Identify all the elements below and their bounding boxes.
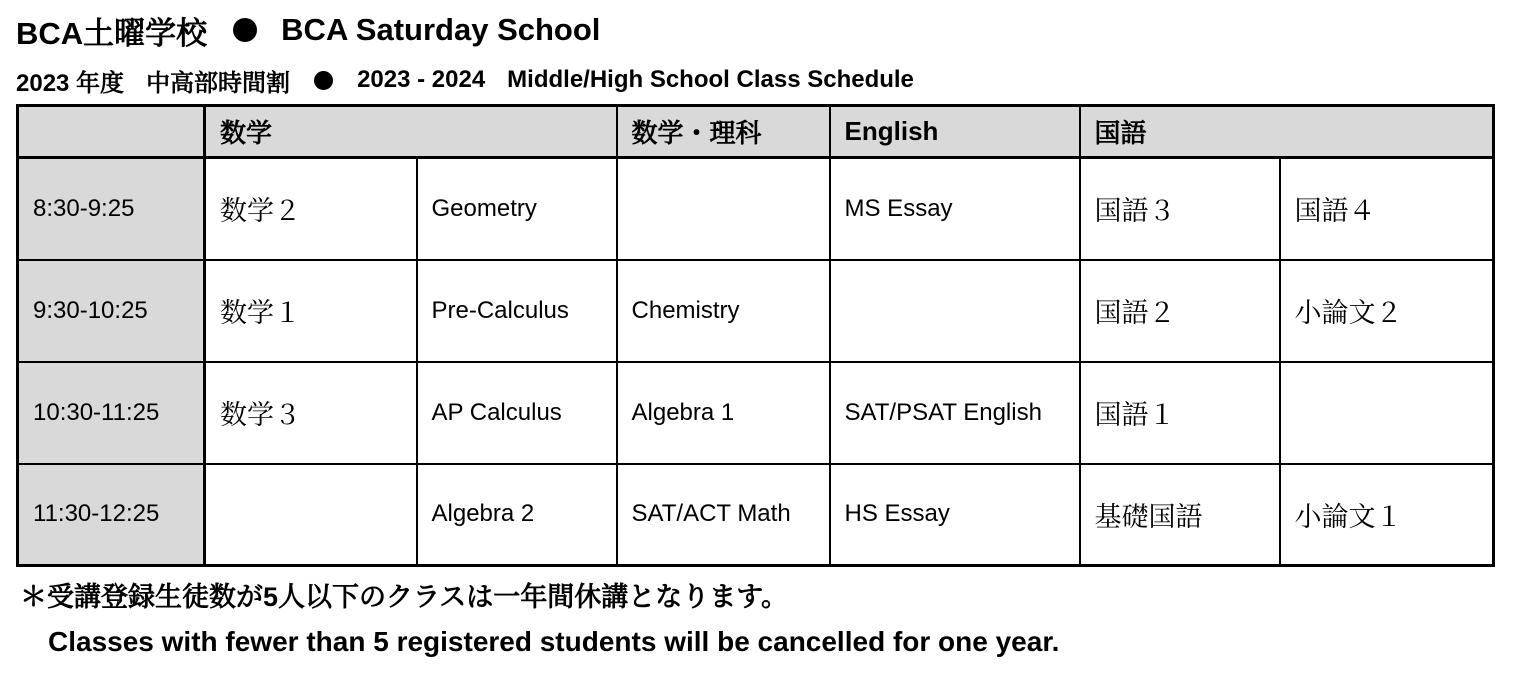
table-row (18, 362, 1494, 464)
time-slot: 8:30-9:25 (18, 158, 205, 260)
class-cell: SAT/PSAT English (830, 362, 1080, 464)
schedule-english: Middle/High School Class Schedule (507, 66, 914, 93)
class-cell: Chemistry (617, 260, 830, 362)
year-japanese: 2023 年度 (16, 69, 125, 97)
table-row (18, 158, 1494, 260)
class-cell: 数学１ (205, 260, 417, 362)
cancellation-note-english: Classes with fewer than 5 registered students will be cancelled for one year. (48, 626, 1060, 657)
class-cell: HS Essay (830, 464, 1080, 566)
class-cell: 国語２ (1080, 260, 1280, 362)
class-cell (830, 260, 1080, 362)
page-subtitle (16, 62, 914, 98)
time-slot: 9:30-10:25 (18, 260, 205, 362)
class-cell: 国語１ (1080, 362, 1280, 464)
class-cell (1280, 362, 1494, 464)
class-cell: AP Calculus (417, 362, 617, 464)
table-row (18, 464, 1494, 566)
header-corner-cell (18, 106, 205, 158)
year-range: 2023 - 2024 (357, 66, 486, 93)
class-cell: 国語３ (1080, 158, 1280, 260)
title-english: BCA Saturday School (281, 12, 601, 47)
class-cell (205, 464, 417, 566)
class-cell: 数学２ (205, 158, 417, 260)
title-japanese: BCA土曜学校 (16, 15, 208, 51)
cancellation-note-japanese: ＊受講登録生徒数が5人以下のクラスは一年間休講となります。 (20, 581, 789, 612)
class-cell: MS Essay (830, 158, 1080, 260)
header-math: 数学 (205, 106, 617, 158)
schedule-table (16, 104, 1495, 567)
class-cell: 小論文２ (1280, 260, 1494, 362)
schedule-japanese: 中高部時間割 (146, 69, 291, 97)
class-cell (617, 158, 830, 260)
header-row (18, 106, 1494, 158)
class-cell: 数学３ (205, 362, 417, 464)
class-cell: Pre-Calculus (417, 260, 617, 362)
bullet-icon (314, 71, 333, 90)
class-cell: Geometry (417, 158, 617, 260)
bullet-icon (233, 18, 257, 42)
time-slot: 10:30-11:25 (18, 362, 205, 464)
class-cell: Algebra 2 (417, 464, 617, 566)
class-cell: SAT/ACT Math (617, 464, 830, 566)
class-cell: 小論文１ (1280, 464, 1494, 566)
header-japanese: 国語 (1080, 106, 1494, 158)
time-slot: 11:30-12:25 (18, 464, 205, 566)
header-english: English (830, 106, 1080, 158)
table-row (18, 260, 1494, 362)
class-cell: 国語４ (1280, 158, 1494, 260)
page-title (16, 10, 600, 50)
header-math-science: 数学・理科 (617, 106, 830, 158)
class-cell: 基礎国語 (1080, 464, 1280, 566)
class-cell: Algebra 1 (617, 362, 830, 464)
